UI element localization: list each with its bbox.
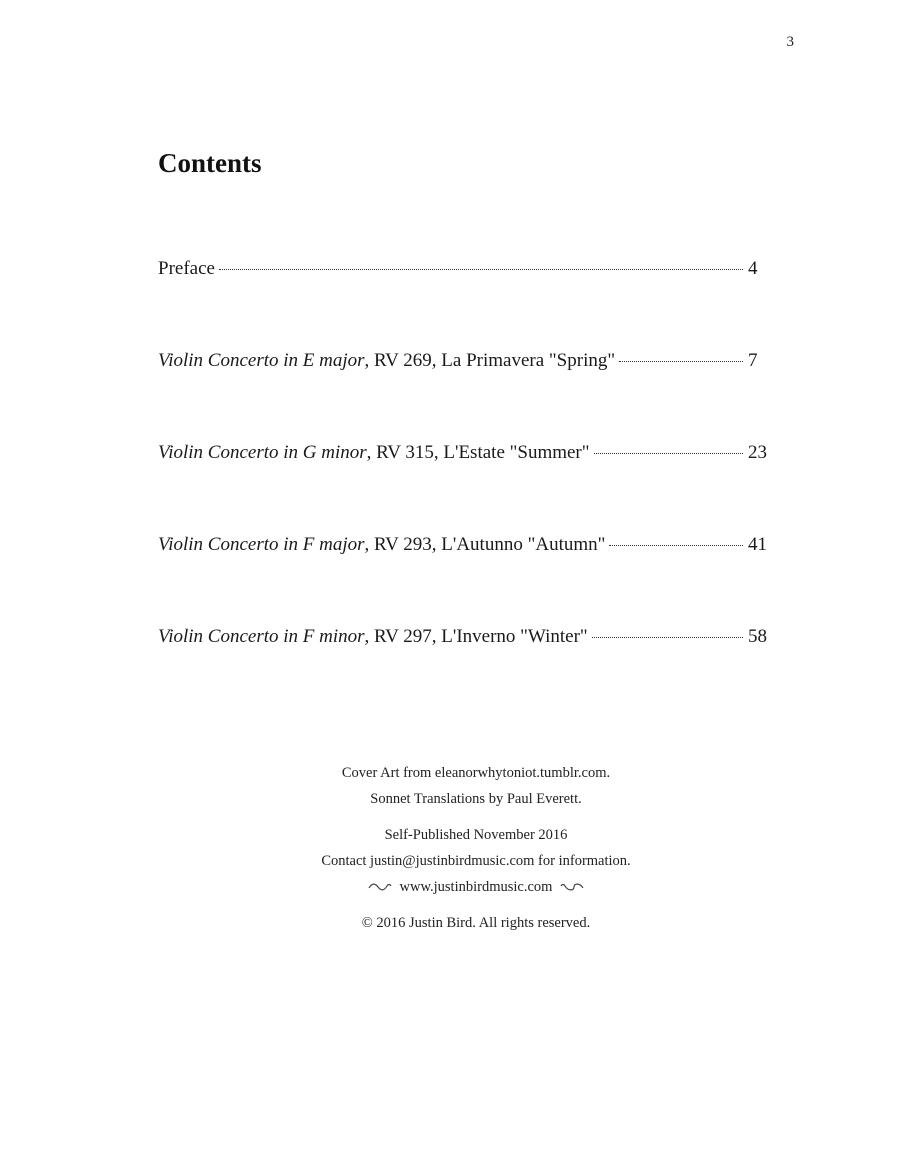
dot-leader — [619, 361, 743, 362]
toc-entry-preface[interactable] — [158, 258, 770, 350]
toc-entry-title — [158, 534, 605, 556]
toc-entry-title — [158, 442, 590, 464]
right-flourish-icon — [560, 882, 584, 892]
toc-entry-page: 58 — [748, 626, 767, 647]
toc-entry-title — [158, 626, 588, 648]
toc-entry-title — [158, 258, 215, 280]
toc-entry-title-text: , RV 297, L'Inverno "Winter" — [364, 626, 588, 647]
page-number: 3 — [786, 34, 794, 50]
dot-leader — [592, 637, 743, 638]
toc-entry-autumn[interactable] — [158, 534, 770, 626]
toc-entry-title-text: , RV 315, L'Estate "Summer" — [366, 442, 590, 463]
website-line — [0, 874, 900, 900]
copyright-notice: © 2016 Justin Bird. All rights reserved. — [361, 915, 591, 931]
website-link[interactable]: www.justinbirdmusic.com — [399, 879, 553, 895]
toc-entry-italic-title: Violin Concerto in E major — [158, 350, 365, 371]
toc-entry-page: 4 — [748, 258, 758, 279]
toc-entry-title-text: Preface — [158, 258, 215, 279]
contents-heading: Contents — [158, 148, 262, 178]
credits-block — [0, 760, 900, 936]
contact-line: Contact justin@justinbirdmusic.com for information. — [321, 853, 631, 869]
dot-leader — [219, 269, 743, 270]
toc-entry-italic-title: Violin Concerto in G minor — [158, 442, 367, 463]
left-flourish-icon — [368, 882, 392, 892]
toc-entry-summer[interactable] — [158, 442, 770, 534]
toc-entry-title — [158, 350, 615, 372]
toc-entry-page: 41 — [748, 534, 767, 555]
sonnet-translation-credit: Sonnet Translations by Paul Everett. — [370, 791, 582, 807]
toc-entry-italic-title: Violin Concerto in F minor — [158, 626, 365, 647]
toc-entry-title-text: , RV 269, La Primavera "Spring" — [364, 350, 616, 371]
table-of-contents — [158, 258, 770, 718]
toc-entry-winter[interactable] — [158, 626, 770, 718]
dot-leader — [609, 545, 743, 546]
toc-entry-italic-title: Violin Concerto in F major — [158, 534, 365, 555]
toc-entry-spring[interactable] — [158, 350, 770, 442]
toc-entry-page: 7 — [748, 350, 758, 371]
publication-note: Self-Published November 2016 — [384, 827, 568, 843]
toc-entry-page: 23 — [748, 442, 767, 463]
dot-leader — [594, 453, 743, 454]
toc-entry-title-text: , RV 293, L'Autunno "Autumn" — [364, 534, 606, 555]
cover-art-credit: Cover Art from eleanorwhytoniot.tumblr.com. — [341, 765, 611, 781]
